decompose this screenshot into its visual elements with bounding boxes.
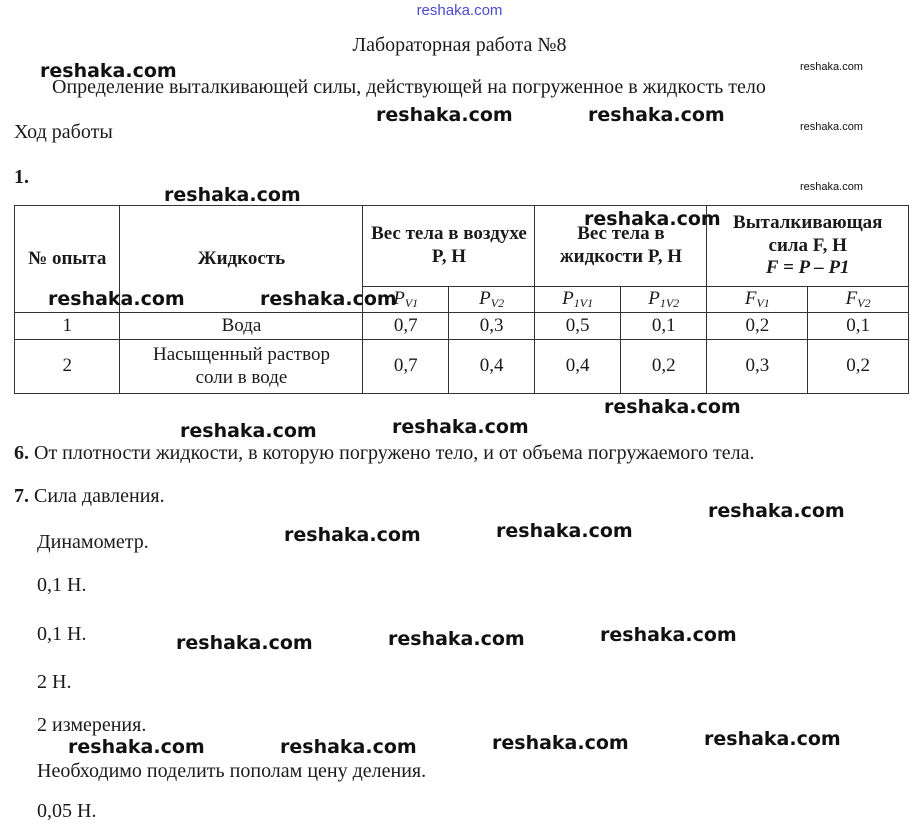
answer-7-text: Сила давления. [34, 485, 165, 507]
answer-6-number: 6. [14, 442, 29, 464]
header-experiment-number: № опыта [15, 206, 120, 313]
watermark: reshaka.com [600, 624, 737, 646]
watermark: reshaka.com [164, 184, 301, 206]
step-1-label: 1. [14, 166, 29, 188]
table-row [15, 313, 909, 340]
cell-num: 1 [15, 313, 120, 340]
watermark: reshaka.com [800, 121, 863, 133]
cell-fv1: 0,3 [707, 340, 808, 394]
answer-6 [14, 442, 755, 465]
cell-pv2: 0,3 [448, 313, 534, 340]
header-force-line2: сила F, Н [768, 234, 847, 256]
cell-pv1: 0,7 [363, 340, 448, 394]
cell-p1v1: 0,5 [535, 313, 621, 340]
subheader-p1v2: $P_{1V2}$ [620, 287, 707, 313]
header-force-line1: Выталкивающая [733, 211, 883, 233]
watermark: reshaka.com [284, 524, 421, 546]
watermark: reshaka.com [800, 181, 863, 193]
cell-liquid: Вода [120, 313, 363, 340]
watermark: reshaka.com [376, 104, 513, 126]
cell-p1v2: 0,2 [620, 340, 707, 394]
header-liquid: Жидкость [120, 206, 363, 313]
table-row [15, 340, 909, 394]
watermark: reshaka.com [68, 736, 205, 758]
watermark: reshaka.com [388, 628, 525, 650]
header-air-weight: Вес тела в воздухе P, Н [363, 206, 535, 287]
subheader-fv2: $F_{V2}$ [808, 287, 909, 313]
header-formula: F = P – P1 [765, 257, 850, 279]
watermark: reshaka.com [708, 500, 845, 522]
page-subtitle: Определение выталкивающей силы, действующей на погруженное в жидкость тело [52, 76, 766, 98]
watermark: reshaka.com [800, 61, 863, 73]
header-buoyant-force [707, 206, 909, 287]
watermark: reshaka.com [496, 520, 633, 542]
table-header-row [15, 206, 909, 287]
subheader-p1v1: $P_{1V1}$ [535, 287, 621, 313]
page-title: Лабораторная работа №8 [352, 34, 567, 56]
watermark: reshaka.com [492, 732, 629, 754]
answer-line: 2 измерения. [37, 714, 147, 736]
cell-liquid: Насыщенный раствор соли в воде [120, 340, 363, 394]
answer-7-number: 7. [14, 485, 29, 507]
answer-line: 0,1 Н. [37, 623, 87, 645]
answer-6-text: От плотности жидкости, в которую погружено тело, и от объема погружаемого тела. [34, 442, 755, 464]
answer-line: 0,1 Н. [37, 574, 87, 596]
cell-pv2: 0,4 [448, 340, 534, 394]
watermark: reshaka.com [40, 60, 177, 82]
cell-p1v2: 0,1 [620, 313, 707, 340]
watermark: reshaka.com [392, 416, 529, 438]
watermark: reshaka.com [584, 208, 721, 230]
watermark: reshaka.com [604, 396, 741, 418]
watermark: reshaka.com [704, 728, 841, 750]
watermark: reshaka.com [588, 104, 725, 126]
cell-fv2: 0,2 [808, 340, 909, 394]
answer-7 [14, 485, 165, 508]
subheader-pv1: $P_{V1}$ [363, 287, 448, 313]
cell-fv2: 0,1 [808, 313, 909, 340]
answer-line: 2 Н. [37, 671, 72, 693]
answer-line: Необходимо поделить пополам цену деления. [37, 760, 427, 782]
watermark: reshaka.com [48, 288, 185, 310]
answer-line: 0,05 Н. [37, 800, 97, 822]
section-heading: Ход работы [14, 121, 113, 143]
watermark: reshaka.com [260, 288, 397, 310]
subheader-pv2: $P_{V2}$ [448, 287, 534, 313]
watermark: reshaka.com [176, 632, 313, 654]
cell-p1v1: 0,4 [535, 340, 621, 394]
watermark: reshaka.com [180, 420, 317, 442]
header-liquid-weight: Вес тела в жидкости P, Н [535, 206, 707, 287]
cell-fv1: 0,2 [707, 313, 808, 340]
watermark: reshaka.com [280, 736, 417, 758]
site-header-link[interactable]: reshaka.com [416, 2, 503, 19]
answer-line: Динамометр. [37, 531, 149, 553]
cell-num: 2 [15, 340, 120, 394]
cell-pv1: 0,7 [363, 313, 448, 340]
subheader-fv1: $F_{V1}$ [707, 287, 808, 313]
